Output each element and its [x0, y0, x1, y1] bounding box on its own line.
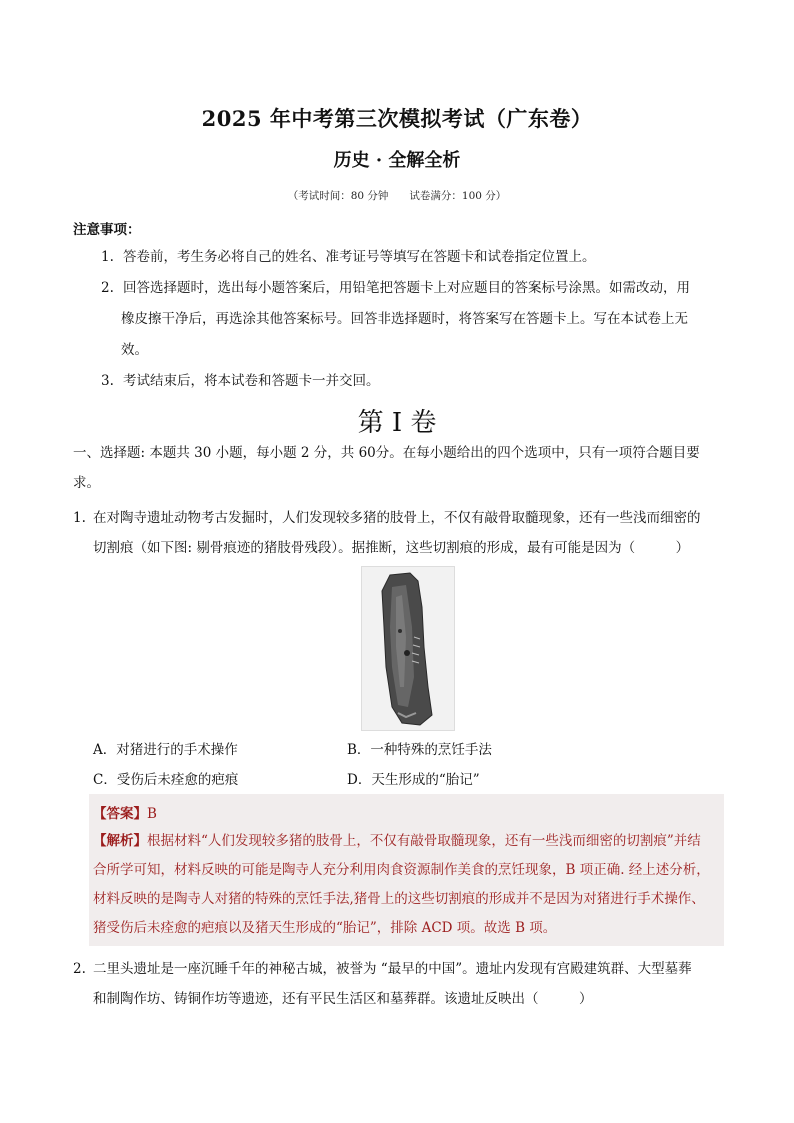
- section-intro-line: 求。: [73, 475, 100, 491]
- exam-meta: （考试时间：80 分钟 试卷满分：100 分）: [287, 190, 507, 202]
- question-stem: 二里头遗址是一座沉睡千年的神秘古城，被誉为 “最早的中国”。遗址内发现有宫殿建筑群、大型墓葬: [93, 961, 692, 977]
- notice-item-text: 考试结束后，将本试卷和答题卡一并交回。: [123, 373, 380, 389]
- notice-item-3: [101, 366, 726, 397]
- notice-item-1: [101, 242, 726, 273]
- answer-value: B: [147, 806, 157, 822]
- section-intro: [73, 438, 725, 498]
- exam-title: 2025 年中考第三次模拟考试（广东卷）: [201, 106, 593, 131]
- question-1: [73, 503, 725, 563]
- question-stem-continuation: 切割痕（如下图: 剔骨痕迹的猪肢骨残段）。据推断，这些切割痕的形成，最有可能是因为（ ）: [93, 540, 690, 556]
- question-number: 2.: [73, 961, 86, 977]
- section-intro-line: 一、选择题: 本题共 30 小题，每小题 2 分，共 60分。在每小题给出的四个选项中，只有一项符合题目要: [73, 445, 700, 461]
- option-c: C．受伤后未痊愈的疤痕: [93, 772, 239, 788]
- question-stem: 在对陶寺遗址动物考古发掘时，人们发现较多猪的肢骨上，不仅有敲骨取髓现象，还有一些浅而细密的: [93, 510, 701, 526]
- section-title: 第 I 卷: [357, 408, 437, 438]
- analysis-block: [93, 827, 723, 943]
- question-2: [73, 954, 725, 1014]
- notice-item-text: 回答选择题时，选出每小题答案后，用铅笔把答题卡上对应题目的答案标号涂黑。如需改动，用: [123, 280, 690, 296]
- analysis-line: 根据材料“人们发现较多猪的肢骨上，不仅有敲骨取髓现象，还有一些浅而细密的切割痕”并结: [147, 833, 701, 849]
- notice-item-number: 1.: [101, 249, 114, 265]
- notice-item-continuation: 效。: [121, 342, 148, 358]
- option-d: D．天生形成的“胎记”: [347, 772, 480, 788]
- question-number: 1.: [73, 510, 86, 526]
- notice-item-continuation: 橡皮擦干净后，再选涂其他答案标号。回答非选择题时，将答案写在答题卡上。写在本试卷上无: [121, 311, 688, 327]
- answer-label: 【答案】: [93, 806, 147, 822]
- notice-item-number: 3.: [101, 373, 114, 389]
- notice-item-number: 2.: [101, 280, 114, 296]
- notice-heading: 注意事项：: [73, 222, 141, 238]
- analysis-line: 材料反映的是陶寺人对猪的特殊的烹饪手法,猪骨上的这些切割痕的形成并不是因为对猪进行手术操作、: [93, 891, 705, 907]
- notice-item-2: [101, 273, 726, 366]
- analysis-label: 【解析】: [93, 833, 147, 849]
- analysis-line: 猪受伤后未痊愈的疤痕以及猪天生形成的“胎记”，排除 ACD 项。故选 B 项。: [93, 920, 557, 936]
- bone-fragment-image: [362, 567, 454, 730]
- notice-item-text: 答卷前，考生务必将自己的姓名、准考证号等填写在答题卡和试卷指定位置上。: [123, 249, 596, 265]
- question-stem-continuation: 和制陶作坊、铸铜作坊等遗迹，还有平民生活区和墓葬群。该遗址反映出（ ）: [93, 991, 593, 1007]
- answer-line: [93, 802, 157, 822]
- pig-bone-photo: [361, 566, 455, 731]
- analysis-line: 合所学可知，材料反映的可能是陶寺人充分利用肉食资源制作美食的烹饪现象，B 项正确. 经上述分析，: [93, 862, 710, 878]
- option-a: A．对猪进行的手术操作: [93, 742, 238, 758]
- exam-subtitle: 历史 · 全解全析: [333, 150, 461, 171]
- option-b: B．一种特殊的烹饪手法: [347, 742, 492, 758]
